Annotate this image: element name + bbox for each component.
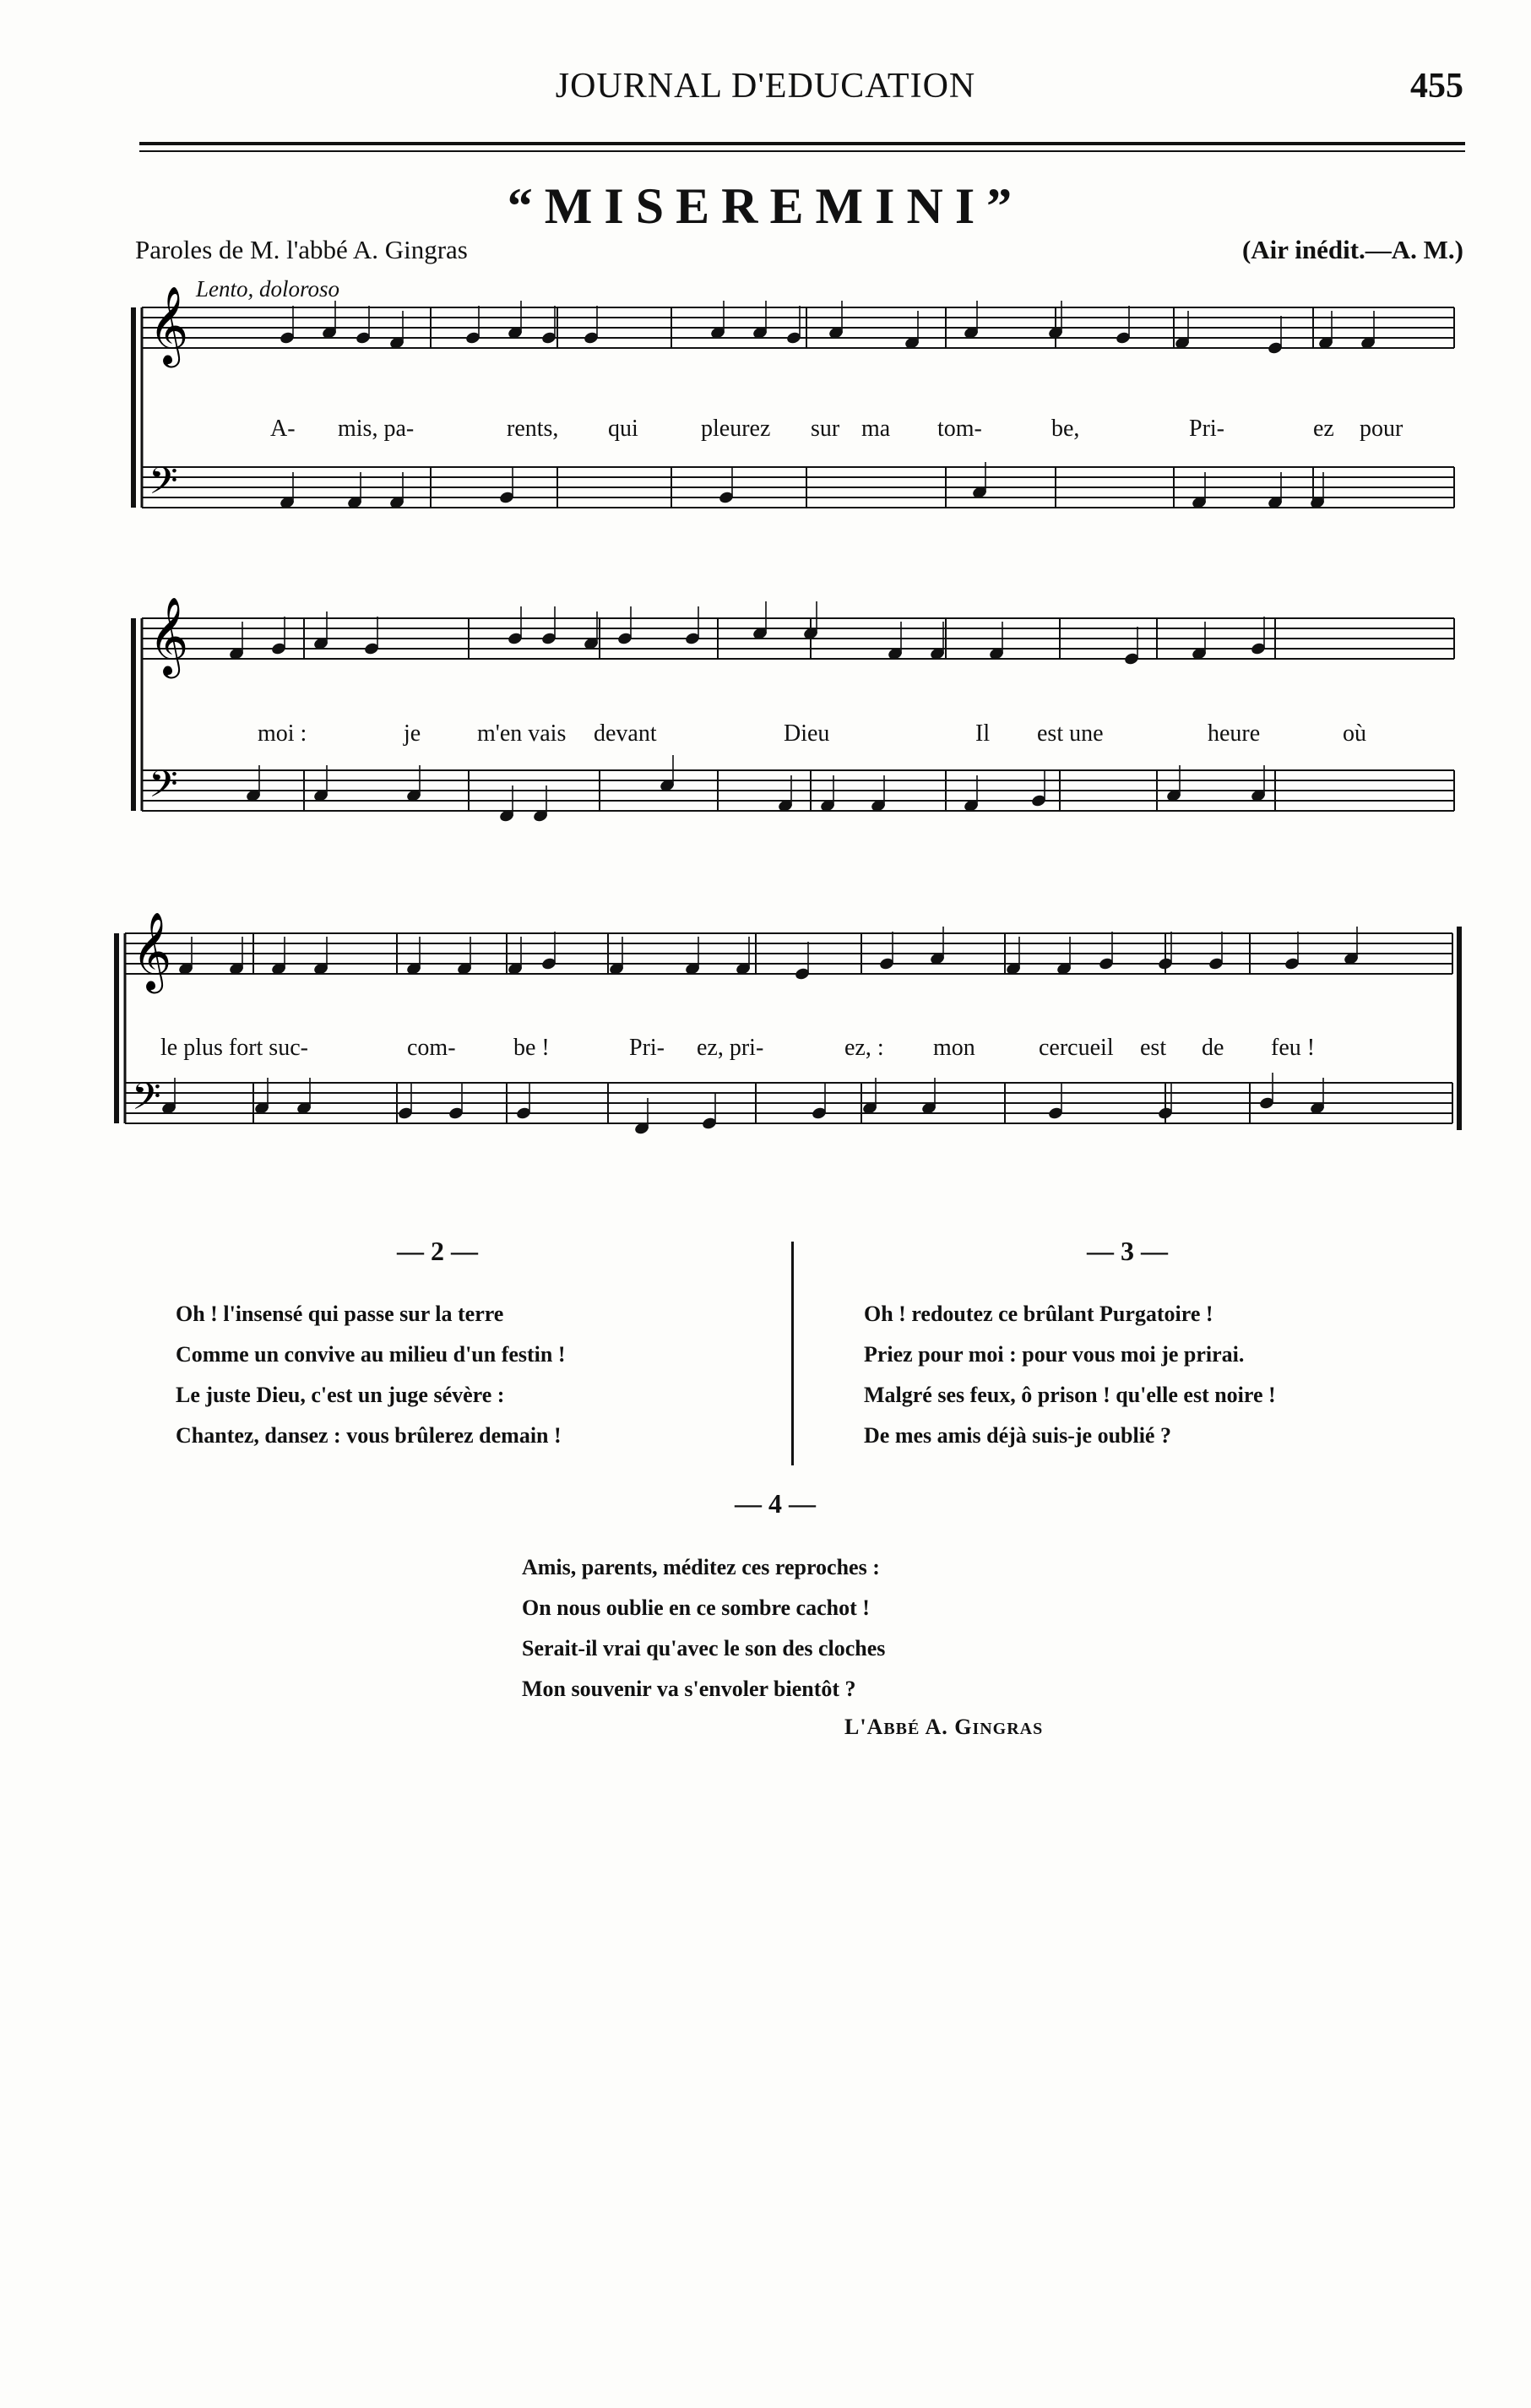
signature-prefix: L'A bbox=[844, 1715, 884, 1739]
lyrics-system-2 bbox=[0, 720, 1531, 754]
lyric-syllable: devant bbox=[594, 720, 657, 747]
stanza-line: Malgré ses feux, ô prison ! qu'elle est noire ! bbox=[864, 1383, 1276, 1407]
bass-clef-icon: 𝄢 bbox=[149, 762, 178, 815]
lyric-syllable: Pri- bbox=[629, 1035, 665, 1061]
lyric-syllable: où bbox=[1343, 720, 1366, 747]
stanza-line: Priez pour moi : pour vous moi je prirai. bbox=[864, 1342, 1245, 1367]
lyric-syllable: qui bbox=[608, 416, 638, 442]
lyric-syllable: moi : bbox=[258, 720, 307, 747]
lyric-syllable: A- bbox=[270, 416, 296, 442]
lyric-syllable: ez bbox=[1313, 416, 1334, 442]
lyric-syllable: com- bbox=[407, 1035, 456, 1061]
stanza-2 bbox=[176, 1294, 566, 1456]
lyric-syllable: cercueil bbox=[1039, 1035, 1114, 1061]
lyric-syllable: le plus fort suc- bbox=[160, 1035, 308, 1061]
bass-clef-icon: 𝄢 bbox=[132, 1074, 161, 1128]
lyric-syllable: ez, pri- bbox=[697, 1035, 764, 1061]
stanza-line: Serait-il vrai qu'avec le son des cloches bbox=[522, 1636, 886, 1661]
lyric-syllable: ez, : bbox=[844, 1035, 884, 1061]
air-credit: (Air inédit.—A. M.) bbox=[1241, 235, 1463, 264]
stanza-2-number: — 2 — bbox=[397, 1236, 478, 1266]
stanza-line: Oh ! l'insensé qui passe sur la terre bbox=[176, 1302, 504, 1326]
stanza-line: Le juste Dieu, c'est un juge sévère : bbox=[176, 1383, 505, 1407]
treble-clef-icon: 𝄞 bbox=[149, 596, 189, 675]
lyrics-system-1 bbox=[0, 416, 1531, 449]
lyric-syllable: Il bbox=[975, 720, 991, 747]
lyric-syllable: de bbox=[1202, 1035, 1224, 1061]
lyric-syllable: mon bbox=[933, 1035, 975, 1061]
signature-prefix-small: BBÉ bbox=[883, 1720, 920, 1738]
signature-initial: A. G bbox=[920, 1715, 973, 1739]
lyric-syllable: pleurez bbox=[701, 416, 771, 442]
lyric-syllable: be, bbox=[1051, 416, 1080, 442]
stanza-line: Amis, parents, méditez ces reproches : bbox=[522, 1555, 880, 1579]
stanza-line: De mes amis déjà suis-je oublié ? bbox=[864, 1423, 1171, 1448]
stanza-line: Mon souvenir va s'envoler bientôt ? bbox=[522, 1677, 856, 1701]
lyric-syllable: pour bbox=[1360, 416, 1403, 442]
lyric-syllable: rents, bbox=[507, 416, 559, 442]
lyric-syllable: m'en vais bbox=[477, 720, 567, 747]
journal-title: JOURNAL D'EDUCATION bbox=[555, 67, 976, 106]
stanza-3 bbox=[864, 1294, 1276, 1456]
stanza-4-number: — 4 — bbox=[735, 1488, 816, 1519]
lyric-syllable: je bbox=[404, 720, 421, 747]
stanza-line: Comme un convive au milieu d'un festin ! bbox=[176, 1342, 566, 1367]
song-title: “MISEREMINI” bbox=[507, 178, 1024, 234]
stanza-4 bbox=[522, 1547, 885, 1710]
stanza-line: Oh ! redoutez ce brûlant Purgatoire ! bbox=[864, 1302, 1213, 1326]
lyricist-credit: Paroles de M. l'abbé A. Gingras bbox=[135, 235, 468, 264]
lyric-syllable: sur bbox=[811, 416, 840, 442]
lyrics-system-3 bbox=[0, 1035, 1531, 1068]
lyric-syllable: heure bbox=[1208, 720, 1261, 747]
lyric-syllable: be ! bbox=[513, 1035, 550, 1061]
stanza-line: On nous oublie en ce sombre cachot ! bbox=[522, 1595, 870, 1620]
lyric-syllable: feu ! bbox=[1271, 1035, 1316, 1061]
treble-clef-icon: 𝄞 bbox=[149, 285, 189, 364]
stanza-line: Chantez, dansez : vous brûlerez demain ! bbox=[176, 1423, 562, 1448]
lyric-syllable: ma bbox=[861, 416, 891, 442]
bass-clef-icon: 𝄢 bbox=[149, 459, 178, 512]
lyric-syllable: tom- bbox=[937, 416, 982, 442]
signature-name-small: INGRAS bbox=[972, 1720, 1044, 1738]
author-signature bbox=[844, 1715, 1043, 1740]
lyric-syllable: mis, pa- bbox=[338, 416, 415, 442]
lyric-syllable: est bbox=[1140, 1035, 1167, 1061]
page-number: 455 bbox=[1410, 67, 1463, 106]
lyric-syllable: est une bbox=[1037, 720, 1104, 747]
lyric-syllable: Pri- bbox=[1189, 416, 1224, 442]
treble-clef-icon: 𝄞 bbox=[132, 911, 172, 990]
tempo-marking: Lento, doloroso bbox=[196, 276, 340, 302]
lyric-syllable: Dieu bbox=[784, 720, 830, 747]
stanza-3-number: — 3 — bbox=[1087, 1236, 1168, 1266]
stanza-divider bbox=[791, 1242, 794, 1465]
